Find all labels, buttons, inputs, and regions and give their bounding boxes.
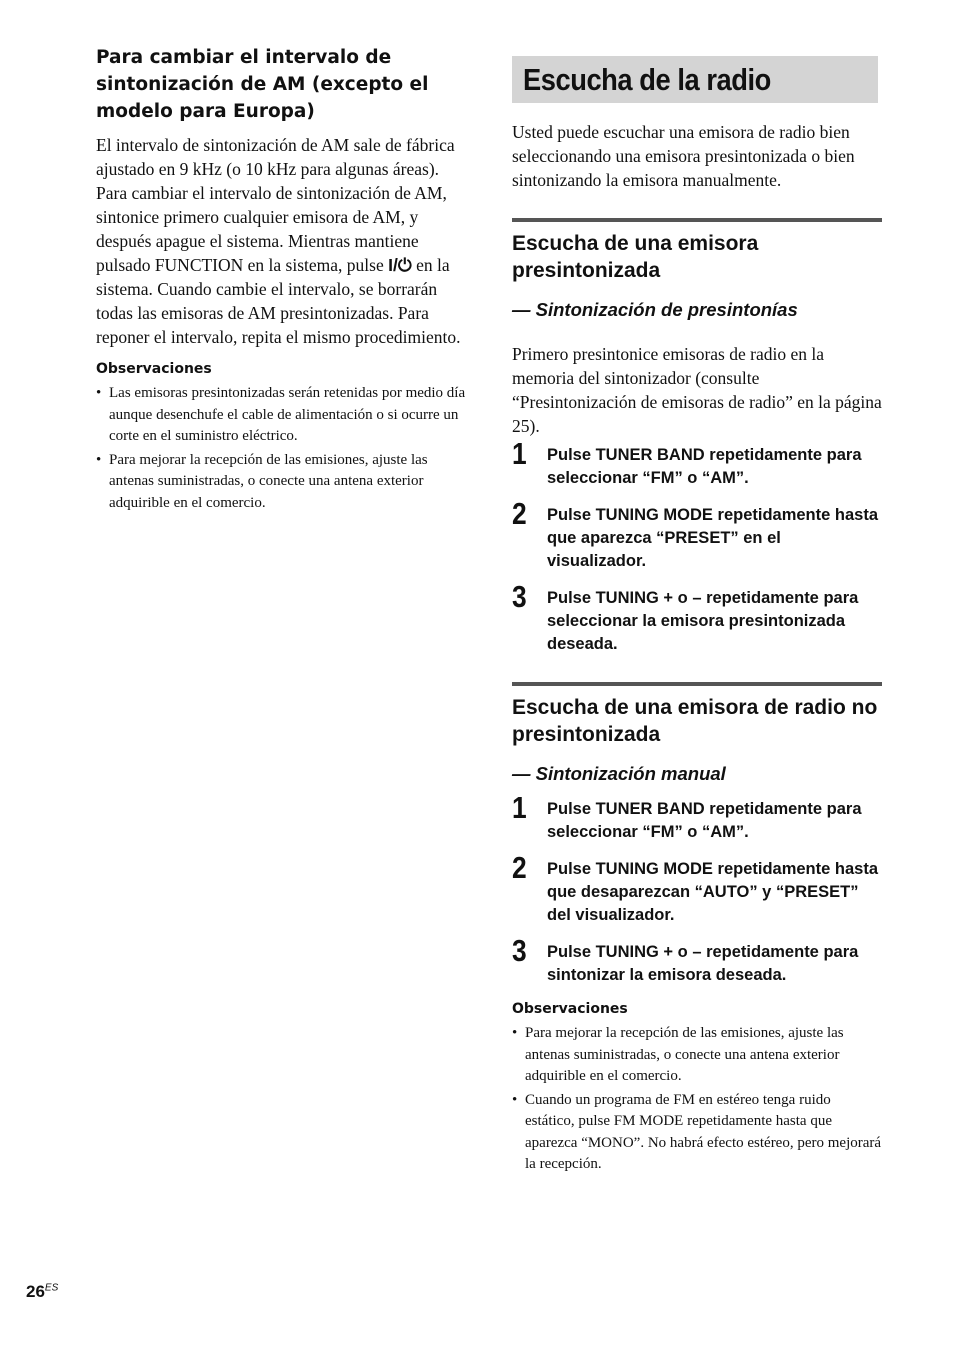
am-interval-text-2: en la sistema. Cuando cambie el intervalo, se borrarán todas las emisoras de AM presintonizadas. Para reponer el intervalo, repita el mismo procedimiento. [96,255,461,347]
section1-step [512,436,882,490]
left-notes-list [96,383,468,514]
section2-step [512,790,882,844]
section1-rule [512,218,882,222]
note-item: • Para mejorar la recepción de las emisiones, ajuste las antenas suministradas, o conecte una antena exterior adquirible en el comercio. [96,451,428,511]
note-item: • Las emisoras presintonizadas serán retenidas por medio día aunque desenchufe el cable de alimentación o si ocurre un corte en el suministro eléctrico. [96,385,466,444]
section2-title: Escucha de una emisora de radio no presintonizada [512,696,878,746]
am-interval-heading: Para cambiar el intervalo de sintonización de AM (excepto el modelo para Europa) [96,47,429,122]
section1-step [512,579,882,656]
intro-paragraph: Usted puede escuchar una emisora de radio bien seleccionando una emisora presintonizada o bien sintonizando la emisora manualmente. [512,122,855,190]
right-notes-list [512,1023,882,1176]
section1-body: Primero presintonice emisoras de radio en la memoria del sintonizador (consulte “Presintonización de emisoras de radio” en la página 25). [512,344,882,436]
section2-step [512,933,882,987]
section1-title: Escucha de una emisora presintonizada [512,232,759,282]
right-notes-title: Observaciones [512,1001,628,1017]
step-text: Pulse TUNER BAND repetidamente para seleccionar “FM” o “AM”. [547,800,862,841]
page-number: $26^{ES}$ [26,1282,59,1301]
section2-rule [512,682,882,686]
section1-step [512,496,882,573]
note-item: • Cuando un programa de FM en estéreo tenga ruido estático, pulse FM MODE repetidamente hasta que aparezca “MONO”. No habrá efecto estéreo, pero mejorará la recepción. [512,1091,882,1172]
section2-step [512,850,882,927]
step-text: Pulse TUNER BAND repetidamente para seleccionar “FM” o “AM”. [547,446,862,487]
right-column [512,56,882,1178]
step-number: 3 [512,579,527,614]
step-number: 2 [512,496,527,531]
chapter-title: Escucha de la radio [523,61,771,97]
step-number: 3 [512,933,527,968]
step-text: Pulse TUNING MODE repetidamente hasta que aparezca “PRESET” en el visualizador. [547,506,878,570]
chapter-title-box [512,56,878,103]
power-symbol: I/⏻ [388,255,412,275]
step-text: Pulse TUNING + o – repetidamente para sintonizar la emisora deseada. [547,943,859,984]
step-text: Pulse TUNING MODE repetidamente hasta que desaparezcan “AUTO” y “PRESET” del visualizador. [547,860,878,924]
page-language-suffix: ES [44,1282,59,1294]
step-text: Pulse TUNING + o – repetidamente para seleccionar la emisora presintonizada deseada. [547,589,859,653]
section1-subtitle: — Sintonización de presintonías [512,299,798,320]
section2-subtitle: — Sintonización manual [512,763,726,784]
left-notes-title: Observaciones [96,361,212,377]
am-interval-text-1: El intervalo de sintonización de AM sale de fábrica ajustado en 9 kHz (o 10 kHz para algunas áreas). Para cambiar el intervalo de sintonización de AM, sintonice primero cualquier emisora de AM, y después apague el sistema. Mientras mantiene pulsado FUNCTION en la sistema, pulse [96,135,455,275]
note-item: • Para mejorar la recepción de las emisiones, ajuste las antenas suministradas, o conecte una antena exterior adquirible en el comercio. [512,1025,844,1084]
left-column [96,44,468,516]
am-interval-paragraph [96,133,468,349]
step-number: 1 [512,436,527,471]
step-number: 2 [512,850,527,885]
step-number: 1 [512,790,527,825]
